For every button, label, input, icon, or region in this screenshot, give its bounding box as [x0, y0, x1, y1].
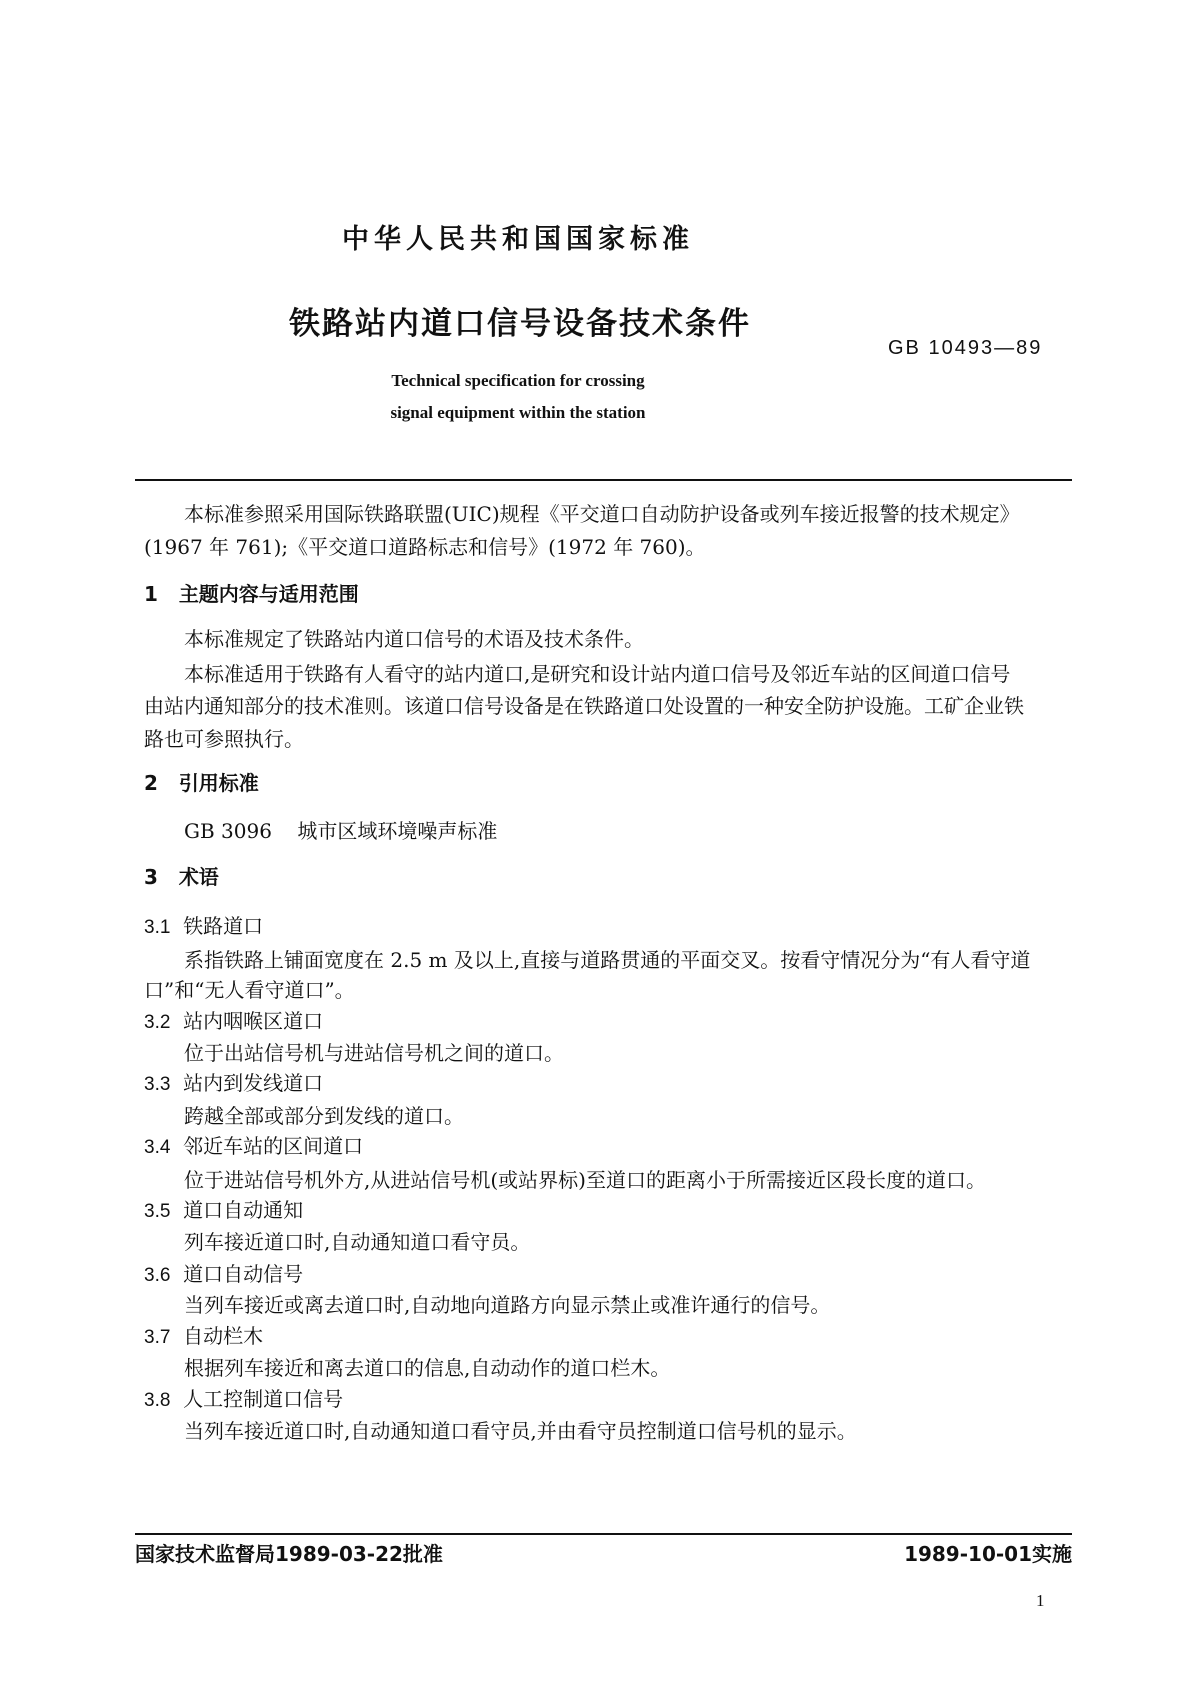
- term-name: 人工控制道口信号: [183, 1387, 344, 1411]
- reference-item: [184, 821, 497, 841]
- english-title-line1: Technical specification for crossing: [391, 371, 645, 390]
- term-name: 铁路道口: [183, 914, 264, 938]
- term-heading: [144, 1326, 263, 1347]
- paragraph: 本标准规定了铁路站内道口信号的术语及技术条件。: [184, 627, 644, 651]
- section1-heading: [144, 584, 359, 604]
- term-number: 3.5: [144, 1201, 171, 1222]
- section-title: 引用标准: [178, 771, 259, 795]
- section-title: 术语: [178, 865, 219, 889]
- term-number: 3.2: [144, 1012, 171, 1033]
- term-definition: 列车接近道口时,自动通知道口看守员。: [184, 1230, 531, 1254]
- term-name: 道口自动通知: [183, 1198, 304, 1222]
- intro-line1: 本标准参照采用国际铁路联盟(UIC)规程《平交道口自动防护设备或列车接近报警的技术规定》: [184, 502, 1020, 526]
- section-title: 主题内容与适用范围: [178, 582, 359, 606]
- term-heading: [144, 1011, 323, 1032]
- term-definition: 位于出站信号机与进站信号机之间的道口。: [184, 1041, 564, 1065]
- paragraph: 本标准适用于铁路有人看守的站内道口,是研究和设计站内道口信号及邻近车站的区间道口信号: [184, 662, 1011, 686]
- term-name: 站内到发线道口: [183, 1071, 324, 1095]
- section3-heading: [144, 867, 219, 887]
- term-name: 道口自动信号: [183, 1262, 304, 1286]
- term-heading: [144, 1073, 323, 1094]
- term-heading: [144, 1136, 363, 1157]
- term-definition: 跨越全部或部分到发线的道口。: [184, 1104, 464, 1128]
- footer-divider: [135, 1533, 1072, 1535]
- header-divider: [135, 479, 1072, 481]
- term-definition: 系指铁路上铺面宽度在 2.5 m 及以上,直接与道路贯通的平面交叉。按看守情况分为“有人看守道: [184, 948, 1031, 972]
- term-name: 邻近车站的区间道口: [183, 1134, 364, 1158]
- term-number: 3.7: [144, 1327, 171, 1348]
- section-number: 2: [144, 771, 158, 795]
- reference-title: 城市区域环境噪声标准: [297, 819, 498, 843]
- term-definition: 当列车接近或离去道口时,自动地向道路方向显示禁止或准许通行的信号。: [184, 1293, 831, 1317]
- org-title: 中华人民共和国国家标准: [342, 224, 694, 255]
- term-heading: [144, 916, 263, 937]
- document-title: 铁路站内道口信号设备技术条件: [289, 306, 751, 342]
- term-heading: [144, 1200, 303, 1221]
- term-heading: [144, 1264, 303, 1285]
- english-title-line2: signal equipment within the station: [390, 403, 646, 422]
- term-number: 3.6: [144, 1265, 171, 1286]
- paragraph: 路也可参照执行。: [144, 727, 304, 751]
- section2-heading: [144, 773, 259, 793]
- section-number: 1: [144, 582, 158, 606]
- term-name: 站内咽喉区道口: [183, 1009, 324, 1033]
- reference-code: GB 3096: [184, 819, 272, 843]
- term-number: 3.4: [144, 1137, 171, 1158]
- section-number: 3: [144, 865, 158, 889]
- paragraph: 由站内通知部分的技术准则。该道口信号设备是在铁路道口处设置的一种安全防护设施。工矿企业铁: [144, 694, 1024, 718]
- term-definition: 口”和“无人看守道口”。: [144, 978, 355, 1002]
- term-definition: 根据列车接近和离去道口的信息,自动动作的道口栏木。: [184, 1356, 671, 1380]
- standard-number: GB 10493—89: [888, 337, 1043, 359]
- term-number: 3.8: [144, 1390, 171, 1411]
- intro-line2: (1967 年 761);《平交道口道路标志和信号》(1972 年 760)。: [144, 535, 706, 559]
- effective-date: 1989-10-01实施: [904, 1542, 1072, 1566]
- approval-info: 国家技术监督局1989-03-22批准: [135, 1542, 443, 1566]
- term-name: 自动栏木: [183, 1324, 264, 1348]
- page-number: 1: [1036, 1591, 1045, 1610]
- term-definition: 当列车接近道口时,自动通知道口看守员,并由看守员控制道口信号机的显示。: [184, 1419, 857, 1443]
- term-definition: 位于进站信号机外方,从进站信号机(或站界标)至道口的距离小于所需接近区段长度的道口。: [184, 1168, 986, 1192]
- term-heading: [144, 1389, 343, 1410]
- term-number: 3.3: [144, 1074, 171, 1095]
- term-number: 3.1: [144, 917, 171, 938]
